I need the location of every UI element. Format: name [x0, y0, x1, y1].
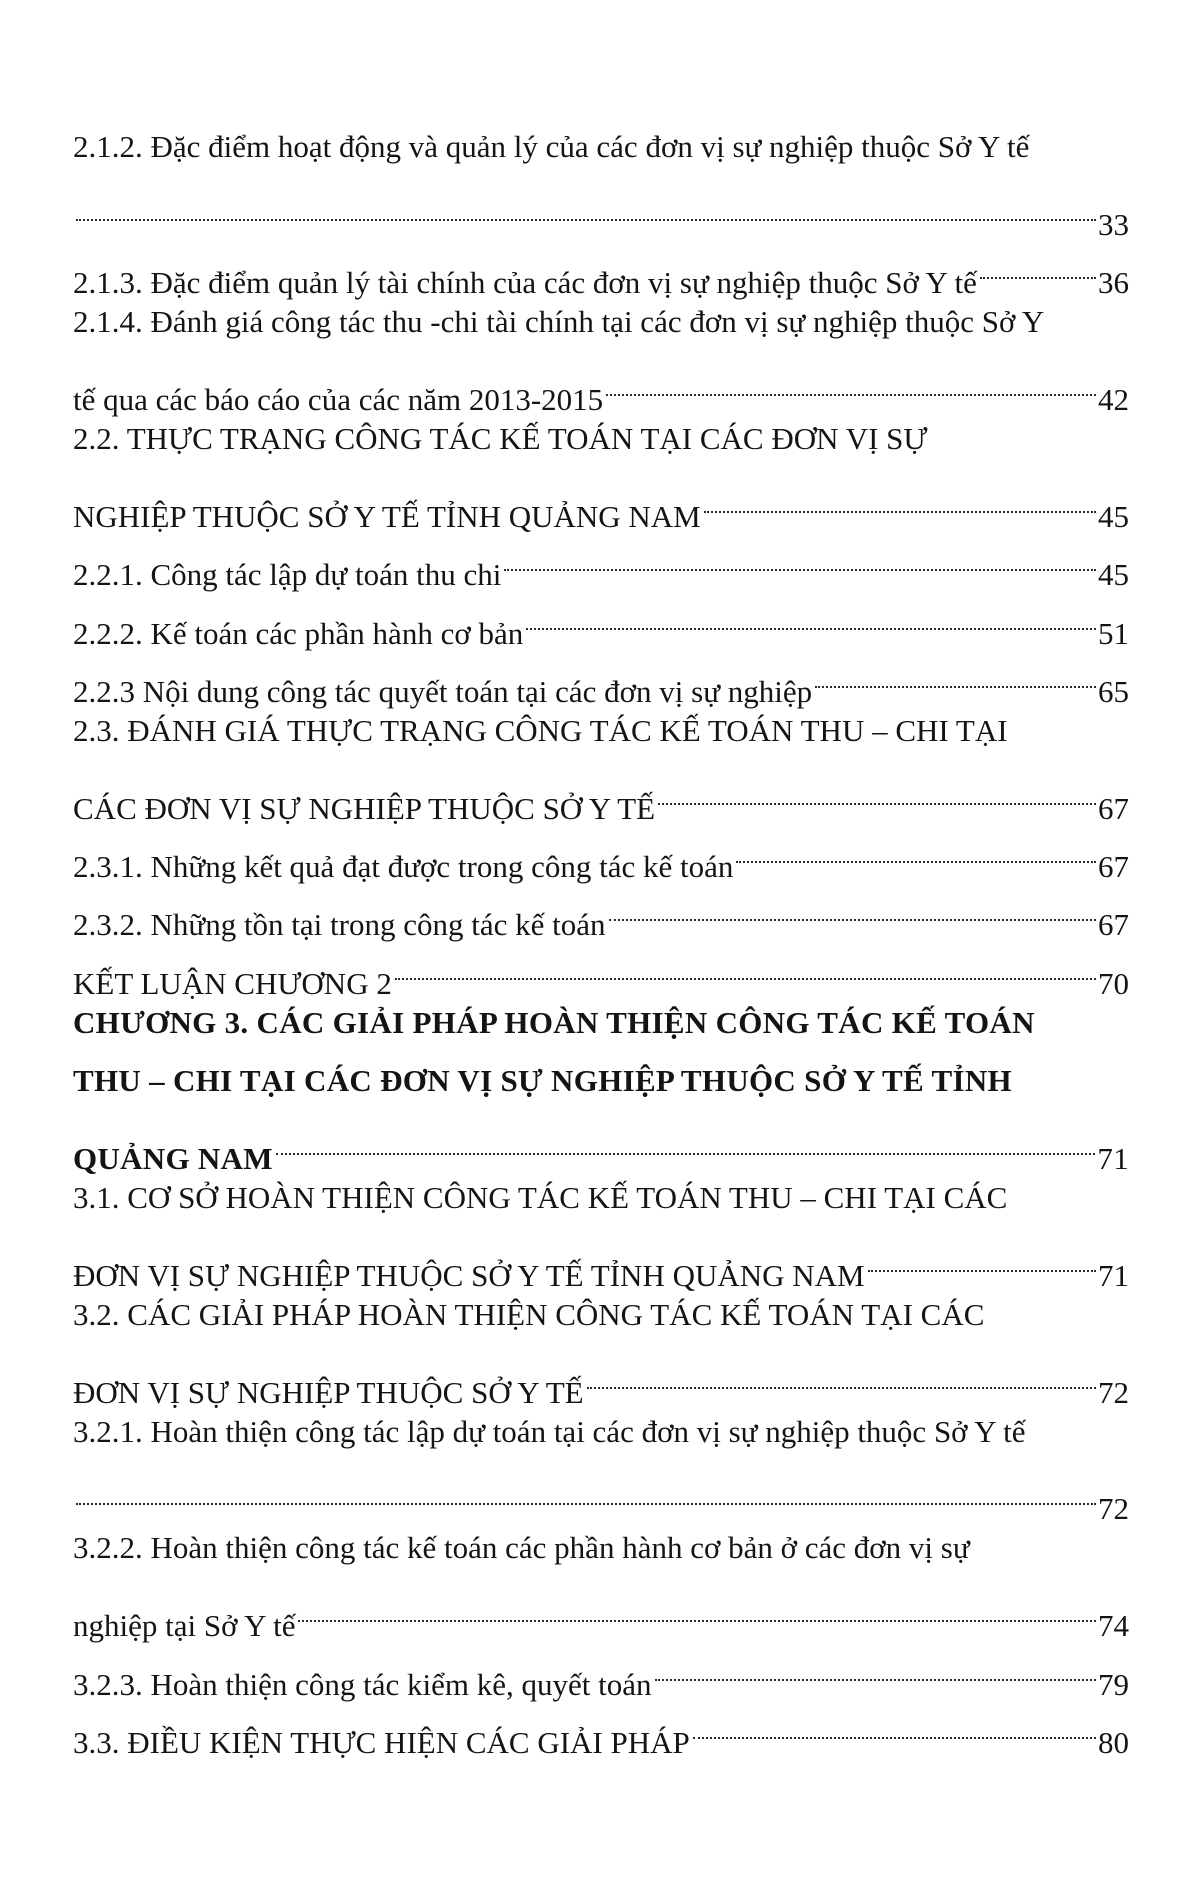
- dot-leader: [704, 468, 1096, 526]
- toc-entry-line: [73, 1169, 1129, 1227]
- toc-page-number: 33: [1098, 206, 1129, 242]
- toc-entry-line: [73, 1111, 1129, 1177]
- dot-leader: [526, 585, 1096, 643]
- toc-page-number: 65: [1098, 673, 1129, 709]
- toc-page-number: 36: [1098, 265, 1129, 301]
- toc-entry-title: CÁC ĐƠN VỊ SỰ NGHIỆP THUỘC SỞ Y TẾ: [73, 790, 656, 826]
- toc-entry-title: 2.2.2. Kế toán các phần hành cơ bản: [73, 615, 524, 651]
- toc-page-number: 51: [1098, 615, 1129, 651]
- dot-leader: [658, 760, 1096, 818]
- toc-entry-line: [73, 293, 1129, 351]
- toc-entry-line: [73, 1344, 1129, 1410]
- toc-entry-title: 2.2.3 Nội dung công tác quyết toán tại các đơn vị sự nghiệp: [73, 673, 813, 709]
- toc-entry-line: [73, 410, 1129, 468]
- toc-page-number: 79: [1098, 1666, 1129, 1702]
- toc-entry-title: 3.1. CƠ SỞ HOÀN THIỆN CÔNG TÁC KẾ TOÁN THU – CHI TẠI CÁC: [73, 1180, 1008, 1216]
- toc-entry-title: 2.2. THỰC TRẠNG CÔNG TÁC KẾ TOÁN TẠI CÁC ĐƠN VỊ SỰ: [73, 420, 928, 456]
- toc-entry-line: [73, 1519, 1129, 1577]
- toc-entry-title: tế qua các báo cáo của các năm 2013-2015: [73, 381, 604, 417]
- toc-page-number: 45: [1098, 557, 1129, 593]
- dot-leader: [815, 644, 1096, 702]
- toc-entry-line: [73, 118, 1129, 176]
- toc-page-number: 45: [1098, 498, 1129, 534]
- toc-page-number: 70: [1098, 965, 1129, 1001]
- toc-entry-line: [73, 1403, 1129, 1461]
- dot-leader: [76, 176, 1096, 234]
- toc-page-number: 72: [1098, 1374, 1129, 1410]
- toc-entry-title: ĐƠN VỊ SỰ NGHIỆP THUỘC SỞ Y TẾ: [73, 1374, 584, 1410]
- toc-entry-title: 3.2. CÁC GIẢI PHÁP HOÀN THIỆN CÔNG TÁC KẾ TOÁN TẠI CÁC: [73, 1296, 985, 1332]
- toc-page-number: 71: [1097, 1141, 1129, 1177]
- toc-entry-title: 2.1.4. Đánh giá công tác thu -chi tài chính tại các đơn vị sự nghiệp thuộc Sở Y: [73, 304, 1045, 340]
- toc-entry-title: 2.1.2. Đặc điểm hoạt động và quản lý của các đơn vị sự nghiệp thuộc Sở Y tế: [73, 129, 1030, 164]
- toc-page-number: 72: [1098, 1491, 1129, 1527]
- dot-leader: [298, 1578, 1096, 1636]
- toc-entry-line: [73, 1286, 1129, 1344]
- toc-entry-3-1[interactable]: [73, 1169, 1129, 1293]
- toc-page-number: 67: [1098, 790, 1129, 826]
- toc-entry-2-1-3[interactable]: [73, 235, 1129, 301]
- toc-entry-line: [73, 1052, 1129, 1110]
- toc-entry-line: [73, 1461, 1129, 1527]
- dot-leader: [76, 1461, 1096, 1519]
- toc-entry-title: 3.2.2. Hoàn thiện công tác kế toán các phần hành cơ bản ở các đơn vị sự: [73, 1530, 970, 1566]
- dot-leader: [276, 1111, 1096, 1169]
- dot-leader: [504, 527, 1096, 585]
- toc-page-number: 67: [1098, 907, 1129, 943]
- toc-entry-title: 2.3.1. Những kết quả đạt được trong công tác kế toán: [73, 849, 734, 885]
- toc-entry-line: [73, 176, 1129, 242]
- toc-entry-title: 3.2.3. Hoàn thiện công tác kiểm kê, quyết toán: [73, 1666, 652, 1702]
- toc-entry-line: [73, 352, 1129, 417]
- toc-page-number: 67: [1098, 849, 1129, 885]
- toc-entry-2-1-2[interactable]: [73, 118, 1129, 242]
- toc-entry-line: [73, 702, 1129, 760]
- toc-entry-2-1-4[interactable]: [73, 293, 1129, 417]
- toc-entry-title: 3.2.1. Hoàn thiện công tác lập dự toán tại các đơn vị sự nghiệp thuộc Sở Y tế: [73, 1413, 1026, 1449]
- toc-entry-title: THU – CHI TẠI CÁC ĐƠN VỊ SỰ NGHIỆP THUỘC SỞ Y TẾ TỈNH: [73, 1063, 1012, 1099]
- dot-leader: [609, 877, 1097, 935]
- dot-leader: [587, 1344, 1096, 1402]
- toc-entry-ch3[interactable]: [73, 994, 1129, 1177]
- toc-entry-line: [73, 760, 1129, 826]
- toc-page-number: 71: [1098, 1257, 1129, 1293]
- dot-leader: [693, 1695, 1096, 1753]
- toc-entry-title: QUẢNG NAM: [73, 1141, 273, 1177]
- dot-leader: [606, 352, 1096, 410]
- toc-entry-title: KẾT LUẬN CHƯƠNG 2: [73, 965, 392, 1001]
- toc-page-number: 74: [1098, 1608, 1129, 1644]
- toc-entry-line: [73, 1227, 1129, 1293]
- toc-entry-3-2-1[interactable]: [73, 1403, 1129, 1527]
- toc-page-number: 42: [1098, 381, 1129, 417]
- dot-leader: [655, 1636, 1096, 1694]
- toc-entry-line: [73, 468, 1129, 534]
- toc-entry-title: 3.3. ĐIỀU KIỆN THỰC HIỆN CÁC GIẢI PHÁP: [73, 1724, 690, 1760]
- toc-entry-title: 2.2.1. Công tác lập dự toán thu chi: [73, 557, 502, 593]
- dot-leader: [395, 935, 1096, 993]
- toc-entry-title: ĐƠN VỊ SỰ NGHIỆP THUỘC SỞ Y TẾ TỈNH QUẢNG NAM: [73, 1257, 865, 1293]
- toc-entry-title: 2.3.2. Những tồn tại trong công tác kế toán: [73, 907, 606, 943]
- toc-entry-2-2[interactable]: [73, 410, 1129, 534]
- dot-leader: [868, 1227, 1096, 1285]
- toc-entry-title: NGHIỆP THUỘC SỞ Y TẾ TỈNH QUẢNG NAM: [73, 498, 701, 534]
- dot-leader: [980, 235, 1096, 293]
- table-of-contents: [73, 118, 1129, 1760]
- toc-entry-3-2-2[interactable]: [73, 1519, 1129, 1644]
- toc-entry-line: [73, 1578, 1129, 1644]
- toc-entry-title: 2.3. ĐÁNH GIÁ THỰC TRẠNG CÔNG TÁC KẾ TOÁN THU – CHI TẠI: [73, 712, 1008, 748]
- toc-entry-2-3[interactable]: [73, 702, 1129, 826]
- toc-entry-title: CHƯƠNG 3. CÁC GIẢI PHÁP HOÀN THIỆN CÔNG TÁC KẾ TOÁN: [73, 1004, 1035, 1040]
- toc-page-number: 80: [1098, 1724, 1129, 1760]
- toc-entry-title: 2.1.3. Đặc điểm quản lý tài chính của các đơn vị sự nghiệp thuộc Sở Y tế: [73, 265, 977, 301]
- toc-entry-title: nghiệp tại Sở Y tế: [73, 1608, 296, 1644]
- toc-entry-3-2[interactable]: [73, 1286, 1129, 1410]
- dot-leader: [736, 819, 1096, 877]
- toc-entry-line: [73, 235, 1129, 301]
- toc-entry-line: [73, 994, 1129, 1052]
